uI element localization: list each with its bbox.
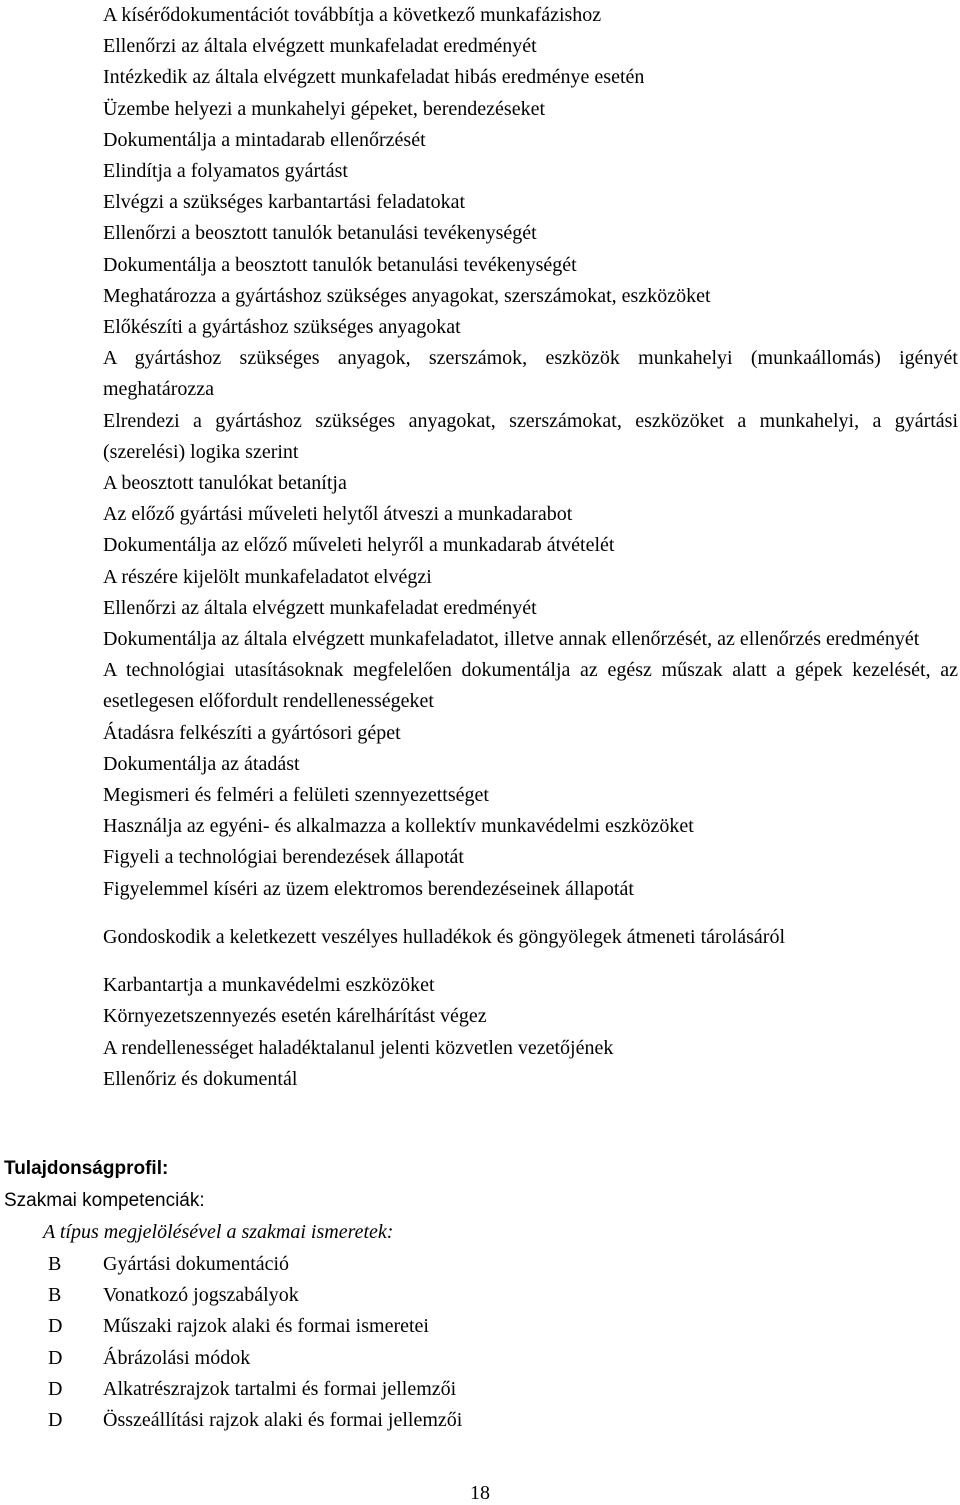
task-item: Figyeli a technológiai berendezések állapotát	[103, 846, 464, 869]
knowledge-text: Vonatkozó jogszabályok	[103, 1284, 299, 1307]
task-item: Környezetszennyezés esetén kárelhárítást végez	[103, 1005, 487, 1028]
knowledge-level: B	[48, 1284, 62, 1307]
knowledge-level: D	[48, 1377, 63, 1400]
task-item: Ellenőrzi az általa elvégzett munkafeladat eredményét	[103, 35, 537, 58]
task-item: Használja az egyéni- és alkalmazza a kollektív munkavédelmi eszközöket	[103, 815, 694, 838]
knowledge-item	[4, 1405, 954, 1436]
task-item: Az előző gyártási műveleti helytől átveszi a munkadarabot	[103, 503, 573, 526]
task-item: A részére kijelölt munkafeladatot elvégzi	[103, 565, 432, 588]
knowledge-text: Ábrázolási módok	[103, 1346, 251, 1369]
task-item: Üzembe helyezi a munkahelyi gépeket, berendezéseket	[103, 97, 546, 120]
task-item: Dokumentálja az átadást	[103, 752, 300, 775]
task-item: Elvégzi a szükséges karbantartási feladatokat	[103, 191, 466, 214]
task-item: A beosztott tanulókat betanítja	[103, 472, 347, 495]
knowledge-item	[4, 1311, 954, 1342]
knowledge-item	[4, 1249, 954, 1280]
knowledge-level: D	[48, 1409, 63, 1432]
knowledge-text: Összeállítási rajzok alaki és formai jellemzői	[103, 1409, 463, 1432]
knowledge-item	[4, 1280, 954, 1311]
knowledge-type-note: A típus megjelölésével a szakmai ismeretek:	[43, 1221, 394, 1243]
property-profile-section	[4, 1155, 954, 1436]
profile-subtitle: Szakmai kompetenciák:	[4, 1190, 205, 1211]
task-item: Dokumentálja a beosztott tanulók betanulási tevékenységét	[103, 253, 577, 276]
task-item: A kísérődokumentációt továbbítja a következő munkafázishoz	[103, 4, 602, 26]
task-item: Karbantartja a munkavédelmi eszközöket	[103, 974, 435, 997]
task-item: Ellenőriz és dokumentál	[103, 1067, 298, 1090]
profile-title: Tulajdonságprofil:	[4, 1158, 169, 1179]
task-list	[103, 0, 958, 1095]
knowledge-item	[4, 1343, 954, 1374]
task-item: Ellenőrzi az általa elvégzett munkafeladat eredményét	[103, 596, 537, 619]
task-item: A rendellenességet haladéktalanul jelenti közvetlen vezetőjének	[103, 1036, 614, 1059]
task-item: Előkészíti a gyártáshoz szükséges anyagokat	[103, 316, 461, 339]
task-item: Intézkedik az általa elvégzett munkafeladat hibás eredménye esetén	[103, 66, 645, 89]
task-item: Átadásra felkészíti a gyártósori gépet	[103, 721, 401, 744]
knowledge-text: Gyártási dokumentáció	[103, 1253, 290, 1275]
task-item: Ellenőrzi a beosztott tanulók betanulási tevékenységét	[103, 222, 537, 245]
task-item: Elrendezi a gyártáshoz szükséges anyagokat, szerszámokat, eszközöket a munkahelyi, a gyártási (szerelési) logika szerint	[103, 409, 958, 463]
task-item: Gondoskodik a keletkezett veszélyes hulladékok és göngyölegek átmeneti tárolásáról	[103, 925, 786, 948]
task-item: Meghatározza a gyártáshoz szükséges anyagokat, szerszámokat, eszközöket	[103, 284, 711, 307]
knowledge-item	[4, 1374, 954, 1405]
task-item: A technológiai utasításoknak megfelelően dokumentálja az egész műszak alatt a gépek kezelését, az esetlegesen előfordult rendellenességeket	[103, 659, 958, 713]
knowledge-list	[4, 1249, 954, 1436]
knowledge-text: Alkatrészrajzok tartalmi és formai jellemzői	[103, 1377, 457, 1400]
knowledge-level: D	[48, 1315, 63, 1338]
task-item: Elindítja a folyamatos gyártást	[103, 160, 348, 183]
task-item: Dokumentálja az előző műveleti helyről a munkadarab átvételét	[103, 534, 615, 557]
knowledge-text: Műszaki rajzok alaki és formai ismeretei	[103, 1315, 429, 1338]
task-item: Dokumentálja a mintadarab ellenőrzését	[103, 128, 426, 151]
task-item: Figyelemmel kíséri az üzem elektromos berendezéseinek állapotát	[103, 877, 634, 900]
knowledge-level: D	[48, 1346, 63, 1369]
knowledge-level: B	[48, 1253, 62, 1275]
page-number: 18	[470, 1482, 490, 1504]
task-item: A gyártáshoz szükséges anyagok, szerszámok, eszközök munkahelyi (munkaállomás) igényét meghatározza	[103, 347, 958, 401]
task-item: Dokumentálja az általa elvégzett munkafeladatot, illetve annak ellenőrzését, az ellenőrzés eredményét	[103, 628, 920, 651]
task-item: Megismeri és felméri a felületi szennyezettséget	[103, 784, 489, 807]
